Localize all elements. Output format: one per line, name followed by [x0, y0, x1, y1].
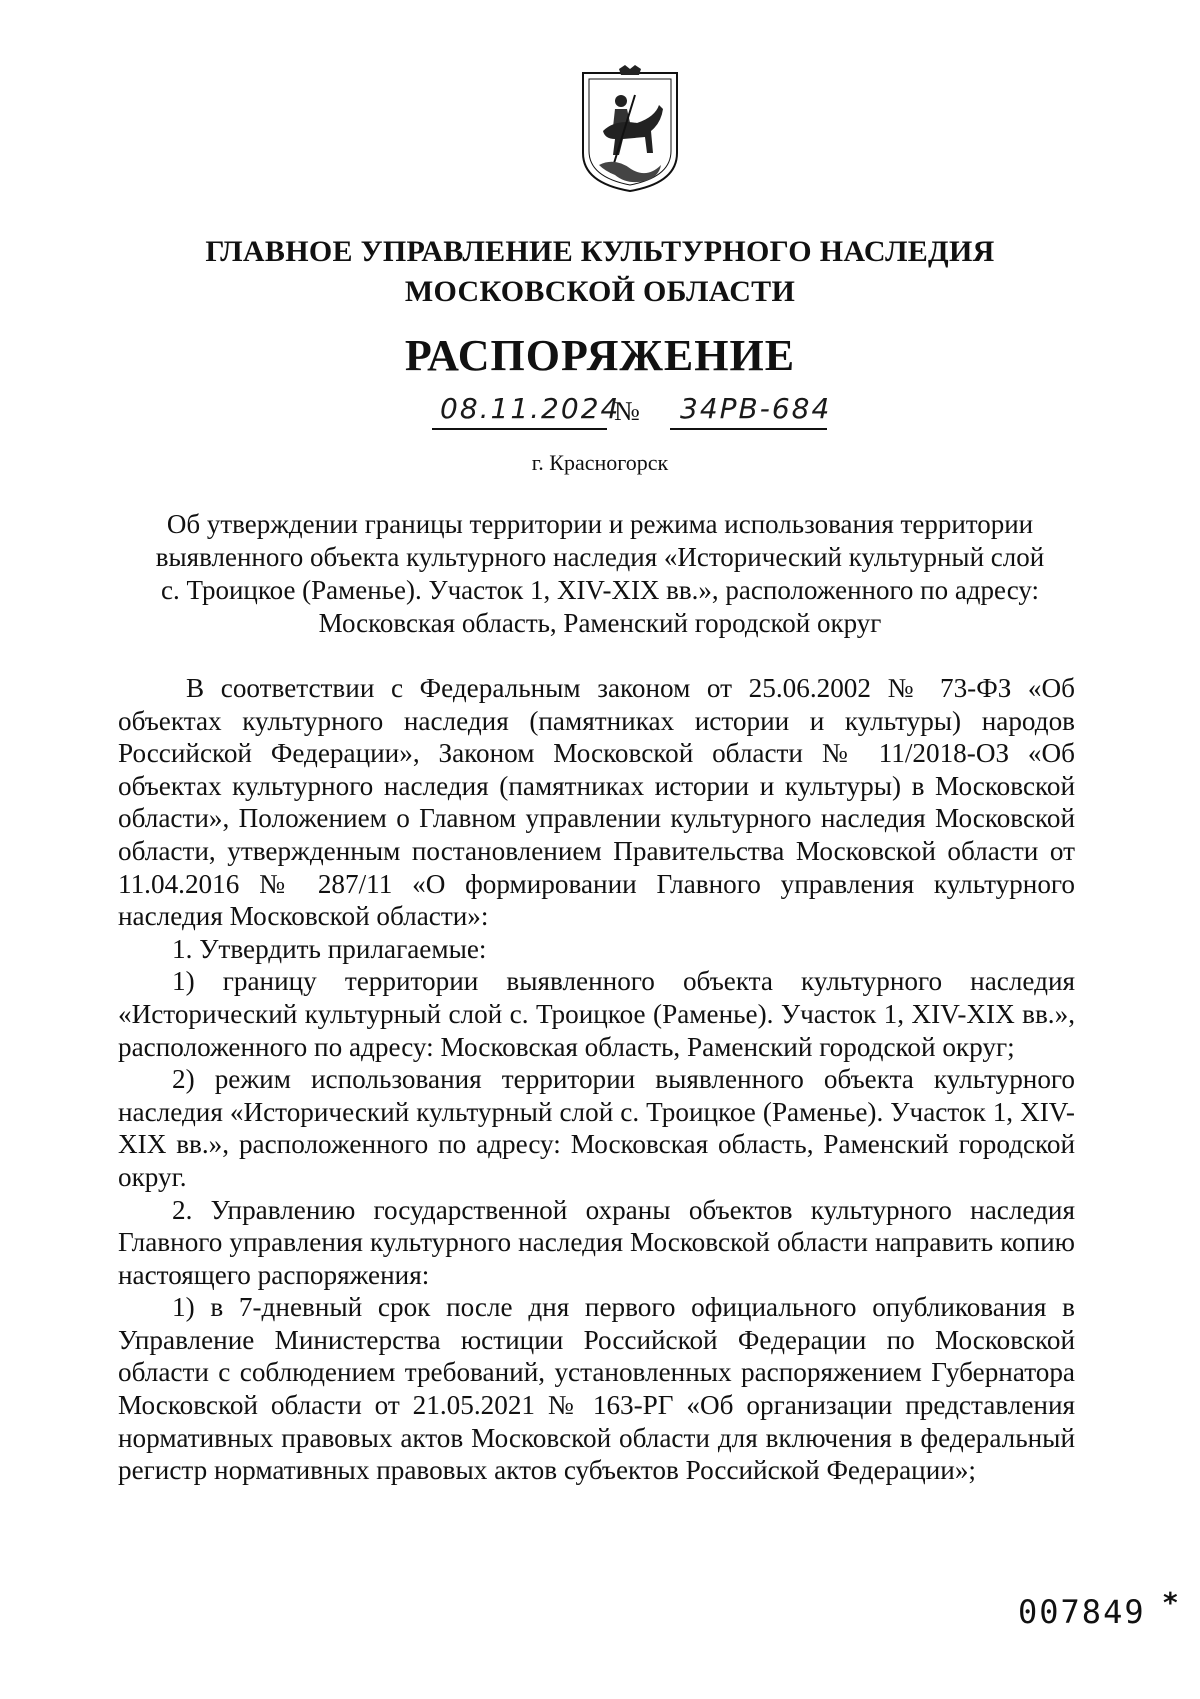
document-subject [150, 508, 1050, 640]
body-paragraph: 1) границу территории выявленного объекта культурного наследия «Исторический культурный слой с. Троицкое (Раменье). Участок 1, XIV-XIX вв.», расположенного по адресу: Московская область, Раменский городской округ; [118, 966, 1075, 1062]
number-sign: № [614, 396, 640, 426]
serial-number: 007849 [1018, 1593, 1146, 1631]
body-paragraph: 2) режим использования территории выявленного объекта культурного наследия «Исторический культурный слой с. Троицкое (Раменье). Участок 1, XIV-XIX вв.», расположенного по адресу: Московская область, Раменский городской округ. [118, 1064, 1075, 1192]
serial-star: * [1163, 1586, 1178, 1619]
date-underline [432, 428, 607, 430]
body-paragraph: 2. Управлению государственной охраны объектов культурного наследия Главного управления культурного наследия Московской области направить копию настоящего распоряжения: [118, 1194, 1075, 1290]
document-type: РАСПОРЯЖЕНИЕ [404, 331, 796, 380]
body-paragraph: 1) в 7-дневный срок после дня первого официального опубликования в Управление Министерства юстиции Российской Федерации по Московской области с соблюдением требований, установленных распоряжением Губернатора Московской области от 21.05.2021 № 163-РГ «Об организации представления нормативных правовых актов Московской области для включения в федеральный регистр нормативных правовых актов субъектов Российской Федерации»; [118, 1292, 1075, 1486]
document-date: 08.11.2024 [440, 392, 621, 425]
coat-of-arms-icon [575, 65, 685, 195]
organization-name-line2: МОСКОВСКОЙ ОБЛАСТИ [404, 275, 796, 308]
number-underline [670, 428, 827, 430]
subject-line: с. Троицкое (Раменье). Участок 1, XIV-XIX вв.», расположенного по адресу: [161, 575, 1039, 605]
document-number: 34РВ-684 [680, 392, 832, 425]
organization-name [0, 232, 1200, 312]
body-paragraph: В соответствии с Федеральным законом от 25.06.2002 № 73-ФЗ «Об объектах культурного наследия (памятниках истории и культуры) народов Российской Федерации», Законом Московской области № 11/2018-ОЗ «Об объектах культурного наследия (памятниках истории и культуры) в Московской области», Положением о Главном управлении культурного наследия Московской области, утвержденным постановлением Правительства Московской области от 11.04.2016 № 287/11 «О формировании Главного управления культурного наследия Московской области»: [118, 673, 1075, 932]
body-paragraph: 1. Утвердить прилагаемые: [172, 933, 487, 964]
organization-name-line1: ГЛАВНОЕ УПРАВЛЕНИЕ КУЛЬТУРНОГО НАСЛЕДИЯ [205, 235, 995, 268]
city: г. Красногорск [531, 450, 669, 475]
subject-line: Об утверждении границы территории и режима использования территории [166, 509, 1034, 539]
subject-line: Московская область, Раменский городской округ [318, 608, 882, 638]
subject-line: выявленного объекта культурного наследия «Исторический культурный слой [155, 542, 1045, 572]
document-body [118, 672, 1075, 1487]
document-number-line [432, 392, 832, 432]
